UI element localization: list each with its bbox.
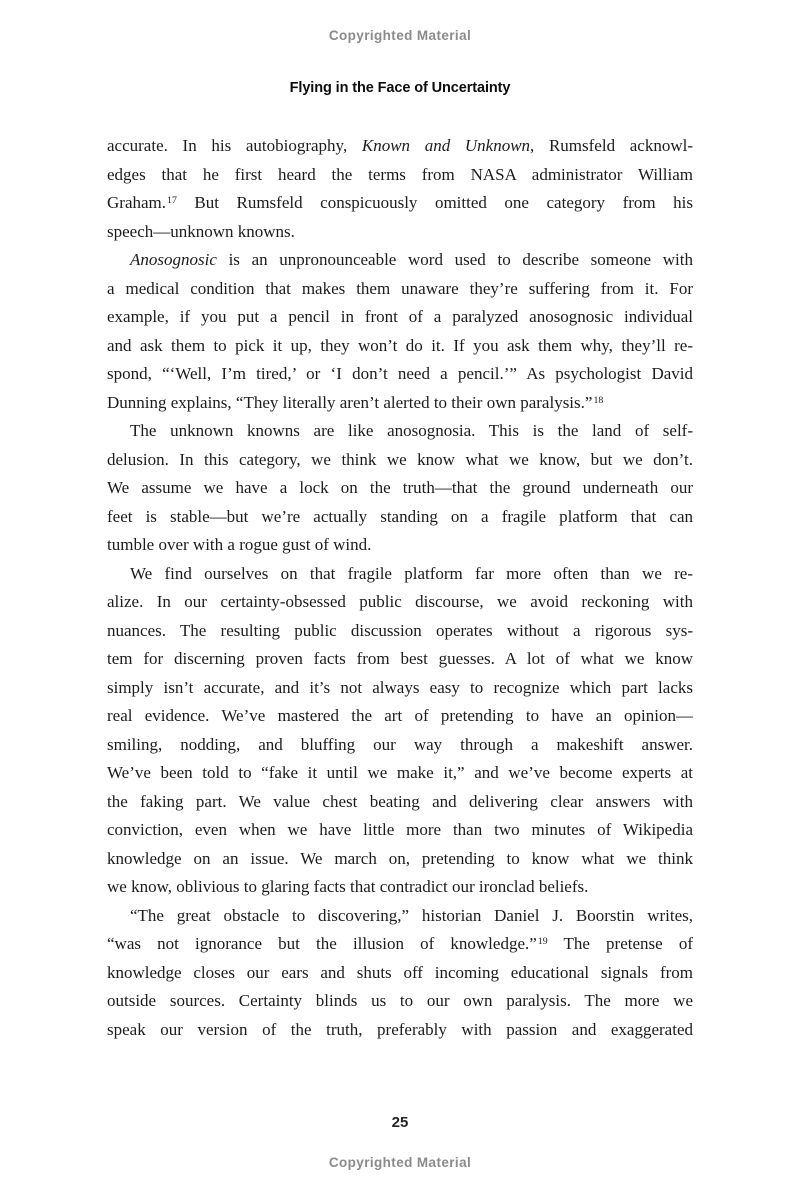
body-line: we know, oblivious to glaring facts that contradict our ironclad beliefs.: [107, 877, 589, 896]
body-line: Graham.$^{17}$ But Rumsfeld conspicuously omitted one category from his: [107, 193, 693, 212]
body-line: tumble over with a rogue gust of wind.: [107, 535, 372, 554]
body-line: We’ve been told to “fake it until we make it,” and we’ve become experts at: [107, 763, 693, 782]
body-line: We find ourselves on that fragile platform far more often than we re-: [130, 563, 693, 583]
copyright-notice-top: Copyrighted Material: [328, 28, 472, 43]
copyright-notice-bottom: Copyrighted Material: [328, 1155, 472, 1170]
running-head: Flying in the Face of Uncertainty: [289, 80, 511, 96]
body-text: [107, 132, 693, 1044]
body-line: edges that he first heard the terms from NASA administrator William: [107, 164, 693, 184]
footnote-marker: 19: [537, 936, 548, 948]
footnote-marker: 18: [593, 394, 604, 406]
body-line: Dunning explains, “They literally aren’t alerted to their own paralysis.”$^{18}$: [107, 392, 604, 412]
body-line: conviction, even when we have little more than two minutes of Wikipedia: [107, 820, 693, 839]
body-line: real evidence. We’ve mastered the art of pretending to have an opinion—: [107, 706, 693, 725]
body-line: simply isn’t accurate, and it’s not always easy to recognize which part lacks: [107, 677, 693, 697]
body-line: “The great obstacle to discovering,” historian Daniel J. Boorstin writes,: [130, 905, 693, 925]
body-line: outside sources. Certainty blinds us to our own paralysis. The more we: [107, 991, 693, 1010]
body-line: spond, “‘Well, I’m tired,’ or ‘I don’t need a pencil.’” As psychologist David: [107, 364, 693, 383]
body-line: Anosognosic is an unpronounceable word used to describe someone with: [130, 250, 693, 269]
body-line: the faking part. We value chest beating and delivering clear answers with: [107, 791, 693, 811]
body-line: feet is stable—but we’re actually standing on a fragile platform that can: [107, 506, 693, 526]
body-line: and ask them to pick it up, they won’t do it. If you ask them why, they’ll re-: [107, 335, 693, 355]
body-line: a medical condition that makes them unaware they’re suffering from it. For: [107, 278, 693, 298]
body-line: knowledge closes our ears and shuts off incoming educational signals from: [107, 962, 693, 982]
body-line: accurate. In his autobiography, Known and Unknown, Rumsfeld acknowl-: [107, 136, 693, 155]
body-line: nuances. The resulting public discussion operates without a rigorous sys-: [107, 620, 693, 640]
body-line: We assume we have a lock on the truth—that the ground underneath our: [107, 478, 693, 497]
body-line: smiling, nodding, and bluffing our way through a makeshift answer.: [107, 734, 693, 754]
body-line: speech—unknown knowns.: [107, 221, 295, 241]
body-line: The unknown knowns are like anosognosia. This is the land of self-: [130, 421, 693, 440]
body-line: speak our version of the truth, preferably with passion and exaggerated: [107, 1019, 693, 1039]
body-line: example, if you put a pencil in front of a paralyzed anosognosic individual: [107, 307, 693, 326]
body-line: tem for discerning proven facts from best guesses. A lot of what we know: [107, 649, 693, 668]
footnote-marker: 17: [167, 195, 177, 207]
body-line: “was not ignorance but the illusion of knowledge.”$^{19}$ The pretense of: [107, 934, 693, 953]
body-line: alize. In our certainty-obsessed public discourse, we avoid reckoning with: [107, 592, 693, 611]
body-line: delusion. In this category, we think we know what we know, but we don’t.: [107, 449, 693, 469]
page-number: 25: [391, 1114, 409, 1131]
body-line: knowledge on an issue. We march on, pretending to know what we think: [107, 848, 693, 868]
